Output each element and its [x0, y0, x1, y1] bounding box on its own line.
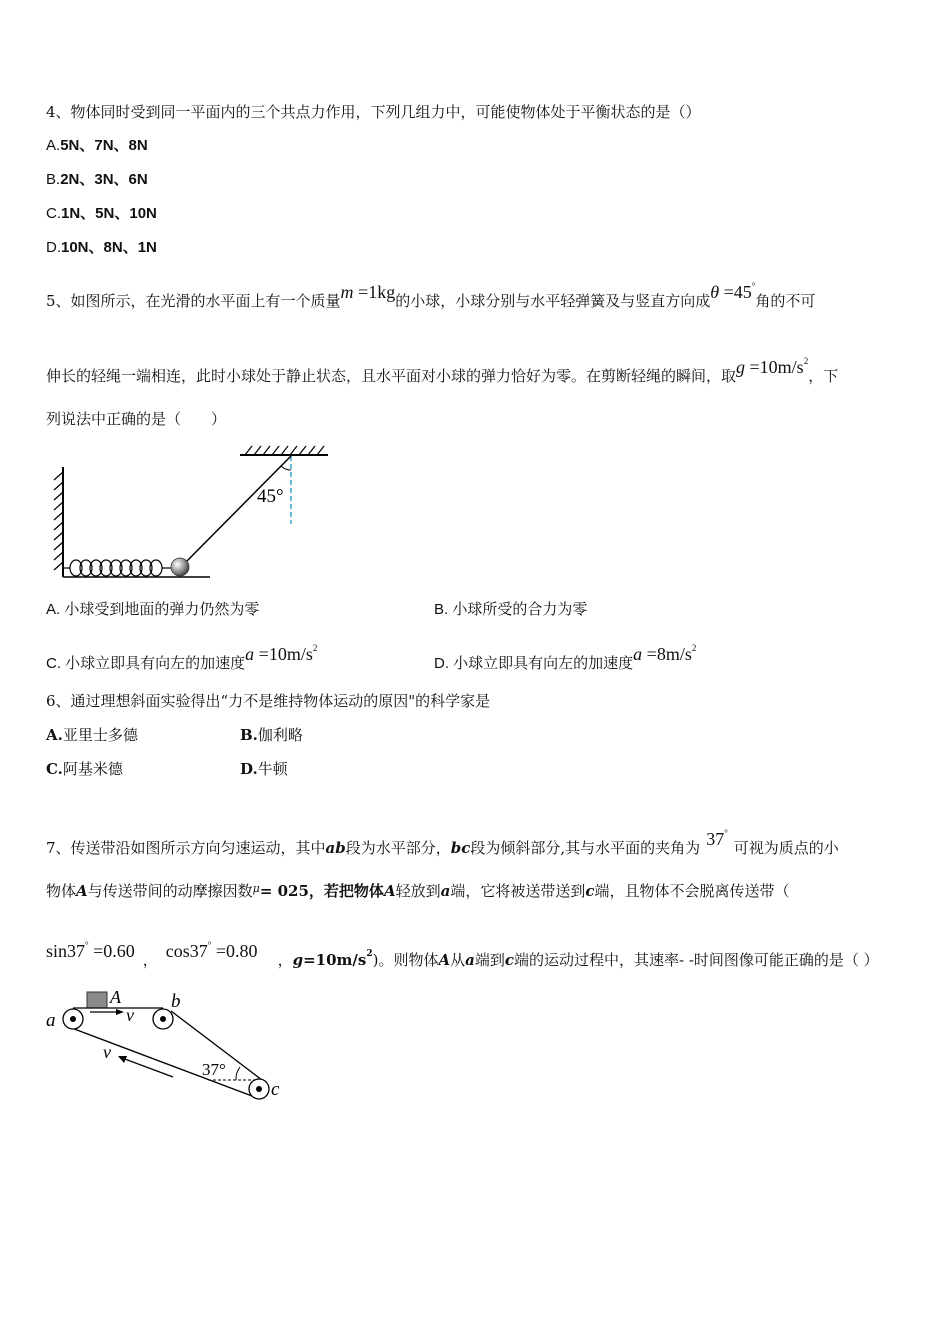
spring: [63, 560, 171, 576]
angle-label: 45°: [257, 486, 284, 507]
var: a: [245, 644, 255, 664]
angle-formula: [710, 282, 755, 302]
text: 物体: [46, 882, 77, 900]
option-letter: C.: [46, 205, 61, 222]
option-text: 伽利略: [257, 726, 303, 744]
q5-stem-line1: [46, 281, 816, 311]
option-text: 1N、5N、10N: [61, 205, 157, 222]
text: 端，它将被送带送到: [450, 882, 586, 900]
ceiling-hatching: [245, 446, 324, 455]
g-formula: [736, 357, 808, 377]
q7-stem-line3: [46, 940, 879, 970]
mu-symbol: μ: [252, 882, 260, 895]
q4-option-c: [46, 204, 157, 224]
text: ，: [277, 951, 293, 969]
text: 端到: [474, 951, 505, 969]
angle-arc: [281, 466, 291, 470]
option-letter: B.: [240, 726, 258, 744]
text: 从: [450, 951, 466, 969]
label-v-bottom: v: [103, 1042, 111, 1062]
spring-ball-figure: [40, 442, 340, 582]
text: 与传送带间的动摩擦因数: [87, 882, 253, 900]
value: =10m/s: [258, 644, 313, 664]
unit: °: [207, 940, 212, 950]
value: sin37: [46, 941, 86, 961]
value: cos37: [165, 941, 208, 961]
g-value: $g=10m/s^2$: [292, 949, 373, 969]
cos-formula: [166, 941, 258, 961]
var: θ: [710, 282, 720, 302]
text: ，: [142, 951, 158, 969]
text: = 025，若把物体: [259, 882, 384, 900]
text: D. 小球立即具有向左的加速度: [434, 655, 634, 672]
var-ab: ab: [325, 839, 346, 857]
angle-label: 37°: [202, 1060, 226, 1079]
pulley-axle: [256, 1086, 262, 1092]
exponent: 2: [691, 643, 697, 653]
q4-stem: 4、物体同时受到同一平面内的三个共点力作用，下列几组力中，可能使物体处于平衡状态的是（）: [46, 103, 701, 121]
var-bc: bc: [450, 839, 471, 857]
unit: °: [751, 281, 756, 291]
angle-arc: [236, 1067, 240, 1080]
label-block-a: A: [110, 987, 121, 1007]
mass-formula: [341, 282, 396, 302]
text: )。则物体: [372, 951, 439, 969]
q6-stem: 6、通过理想斜面实验得出“力不是维持物体运动的原因"的科学家是: [46, 692, 491, 710]
angle-formula: [706, 829, 728, 849]
q6-option-d: [240, 759, 288, 779]
label-c: c: [271, 1079, 280, 1100]
q6-option-c: [46, 759, 123, 779]
text: 5、如图所示，在光滑的水平面上有一个质量: [46, 292, 341, 310]
var: a: [633, 644, 643, 664]
text: ，下: [808, 367, 839, 385]
option-text: 5N、7N、8N: [60, 137, 148, 154]
option-letter: A.: [46, 726, 63, 744]
sin-formula: [46, 941, 135, 961]
text: 轻放到: [395, 882, 441, 900]
accel-formula: [633, 644, 696, 664]
var-a-upper: A: [76, 882, 88, 900]
text: 角的不可: [755, 292, 816, 310]
q5-option-b: B. 小球所受的合力为零: [434, 601, 588, 618]
arrowhead-icon: [116, 1009, 124, 1015]
value: =0.80: [215, 941, 258, 961]
option-letter: D.: [240, 760, 258, 778]
text: 段为倾斜部分,其与水平面的夹角为: [470, 839, 701, 857]
var-a-upper: A: [383, 882, 396, 900]
q5-stem-line3: 列说法中正确的是（ ）: [46, 410, 227, 428]
text: 可视为质点的小: [733, 839, 839, 857]
exponent: 2: [312, 643, 318, 653]
option-letter: B.: [46, 171, 61, 188]
q7-stem-line2: [46, 881, 790, 903]
var-c: c: [504, 951, 514, 969]
option-letter: D.: [46, 239, 61, 256]
option-text: 阿基米德: [62, 760, 123, 778]
label-a: a: [46, 1010, 56, 1031]
text: 段为水平部分，: [345, 839, 451, 857]
option-text: 10N、8N、1N: [61, 239, 157, 256]
label-v-top: v: [126, 1005, 134, 1025]
pulley-axle: [70, 1016, 76, 1022]
wall-hatching: [54, 472, 63, 570]
value: =8m/s: [646, 644, 692, 664]
text: 伸长的轻绳一端相连，此时小球处于静止状态，且水平面对小球的弹力恰好为零。在剪断轻绳的瞬间，取: [46, 367, 737, 385]
q4-option-a: [46, 136, 148, 156]
value: =45: [723, 282, 752, 302]
value: =10m/s: [749, 357, 804, 377]
var: m: [340, 282, 354, 302]
q5-stem-line2: [46, 356, 839, 386]
q7-stem-line1: [46, 828, 839, 858]
label-b: b: [171, 991, 181, 1012]
unit: °: [85, 940, 89, 950]
option-text: 牛顿: [257, 760, 288, 778]
q6-option-a: [46, 725, 138, 745]
var-a: a: [440, 882, 451, 900]
exponent: 2: [366, 949, 373, 959]
text: 端，且物体不会脱离传送带（: [594, 882, 790, 900]
block-a: [87, 992, 107, 1008]
rope: [182, 456, 291, 566]
option-text: 2N、3N、6N: [60, 171, 148, 188]
q4-option-b: [46, 170, 148, 190]
q4-option-d: [46, 238, 157, 258]
velocity-arrow-bottom: [122, 1058, 173, 1077]
unit: °: [724, 828, 728, 838]
exponent: 2: [803, 356, 809, 366]
value: =0.60: [93, 941, 135, 961]
q5-option-c: [46, 643, 318, 674]
text: 的小球，小球分别与水平轻弹簧及与竖直方向成: [395, 292, 711, 310]
q6-option-b: [240, 725, 303, 745]
var-a: a: [465, 951, 475, 969]
value: =1kg: [358, 282, 396, 302]
text: 端的运动过程中，其速率- -时间图像可能正确的是（ ）: [514, 951, 879, 969]
var-a-upper: A: [438, 951, 451, 969]
accel-formula: [245, 644, 317, 664]
text: C. 小球立即具有向左的加速度: [46, 655, 246, 672]
value: 37: [706, 829, 725, 849]
option-text: 亚里士多德: [62, 726, 138, 744]
q5-option-a: A. 小球受到地面的弹力仍然为零: [46, 601, 260, 618]
q5-option-d: [434, 643, 697, 674]
conveyor-belt-figure: [40, 983, 300, 1108]
var-c: c: [585, 882, 595, 900]
text: 7、传送带沿如图所示方向匀速运动，其中: [46, 839, 326, 857]
option-letter: C.: [46, 760, 63, 778]
var: g: [736, 357, 746, 377]
pulley-axle: [160, 1016, 166, 1022]
option-letter: A.: [46, 137, 61, 154]
ball: [171, 558, 189, 576]
